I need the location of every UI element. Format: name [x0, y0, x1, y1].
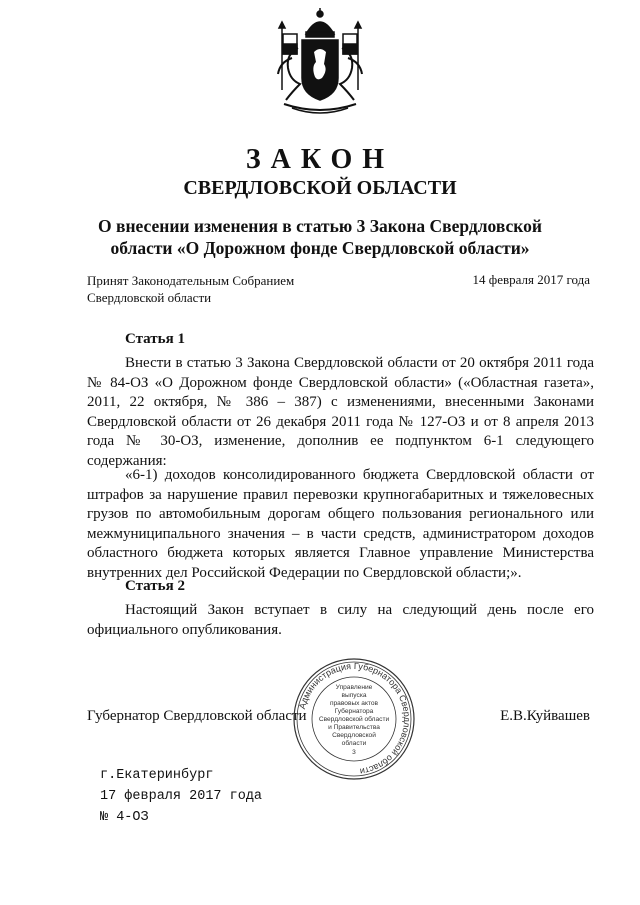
coat-of-arms-emblem — [262, 8, 378, 118]
article-2-heading: Статья 2 — [125, 578, 185, 594]
official-seal — [290, 655, 418, 783]
footer-city: г.Екатеринбург — [100, 768, 214, 783]
subject-line-2: области «О Дорожном фонде Свердловской области» — [110, 238, 530, 258]
article-1-heading: Статья 1 — [125, 331, 185, 347]
governor-name: Е.В.Куйвашев — [500, 708, 590, 724]
governor-title: Губернатор Свердловской области — [87, 708, 307, 724]
seal-line-2: выпуска — [341, 692, 367, 699]
footer-number: № 4-ОЗ — [100, 810, 149, 825]
seal-line-9: 3 — [352, 749, 356, 756]
article-2-paragraph-1: Настоящий Закон вступает в силу на следующий день после его официального опубликования. — [87, 602, 594, 638]
seal-line-7: Свердловской — [332, 732, 376, 739]
seal-line-5: Свердловской области — [318, 716, 390, 723]
article-1-paragraph-2: «6-1) доходов консолидированного бюджета Свердловской области от штрафов за нарушение правил перевозки крупногабаритных и тяжеловесных грузов по автомобильным дорогам общего пользования регионального или межмуниципального значения – в части средств, администратором доходов областного бюджета которых является Главное управление Министерства внутренних дел Российской Федерации по Свердловской области;». — [87, 467, 594, 581]
document-title: ЗАКОН — [245, 144, 395, 175]
seal-line-6: и Правительства — [328, 724, 380, 731]
article-1-paragraph-1: Внести в статью 3 Закона Свердловской области от 20 октября 2011 года № 84-ОЗ «О Дорожном фонде Свердловской области» («Областная газета», 2011, 22 октября, № 386 – 387) с изменениями, внесенными Законами Свердловской области от 26 декабря 2011 года № 127-ОЗ и от 8 апреля 2013 года № 30-ОЗ, изменение, дополнив ее подпунктом 6-1 следующего содержания: — [87, 355, 594, 469]
adoption-line-2: Свердловской области — [87, 290, 212, 305]
adoption-line-1: Принят Законодательным Собранием — [87, 273, 295, 288]
seal-line-3: правовых актов — [329, 700, 379, 707]
subject-line-1: О внесении изменения в статью 3 Закона Свердловской — [98, 216, 542, 236]
seal-ring-text: Администрация Губернатора Свердловской области — [297, 660, 413, 777]
adoption-note — [87, 272, 294, 306]
document-region: СВЕРДЛОВСКОЙ ОБЛАСТИ — [183, 177, 457, 199]
seal-line-1: Управление — [335, 684, 373, 691]
seal-line-8: области — [341, 740, 367, 747]
seal-line-4: Губернатора — [334, 708, 374, 715]
document-subject — [0, 215, 640, 259]
footer-date: 17 февраля 2017 года — [100, 789, 263, 804]
adoption-date: 14 февраля 2017 года — [472, 272, 590, 287]
